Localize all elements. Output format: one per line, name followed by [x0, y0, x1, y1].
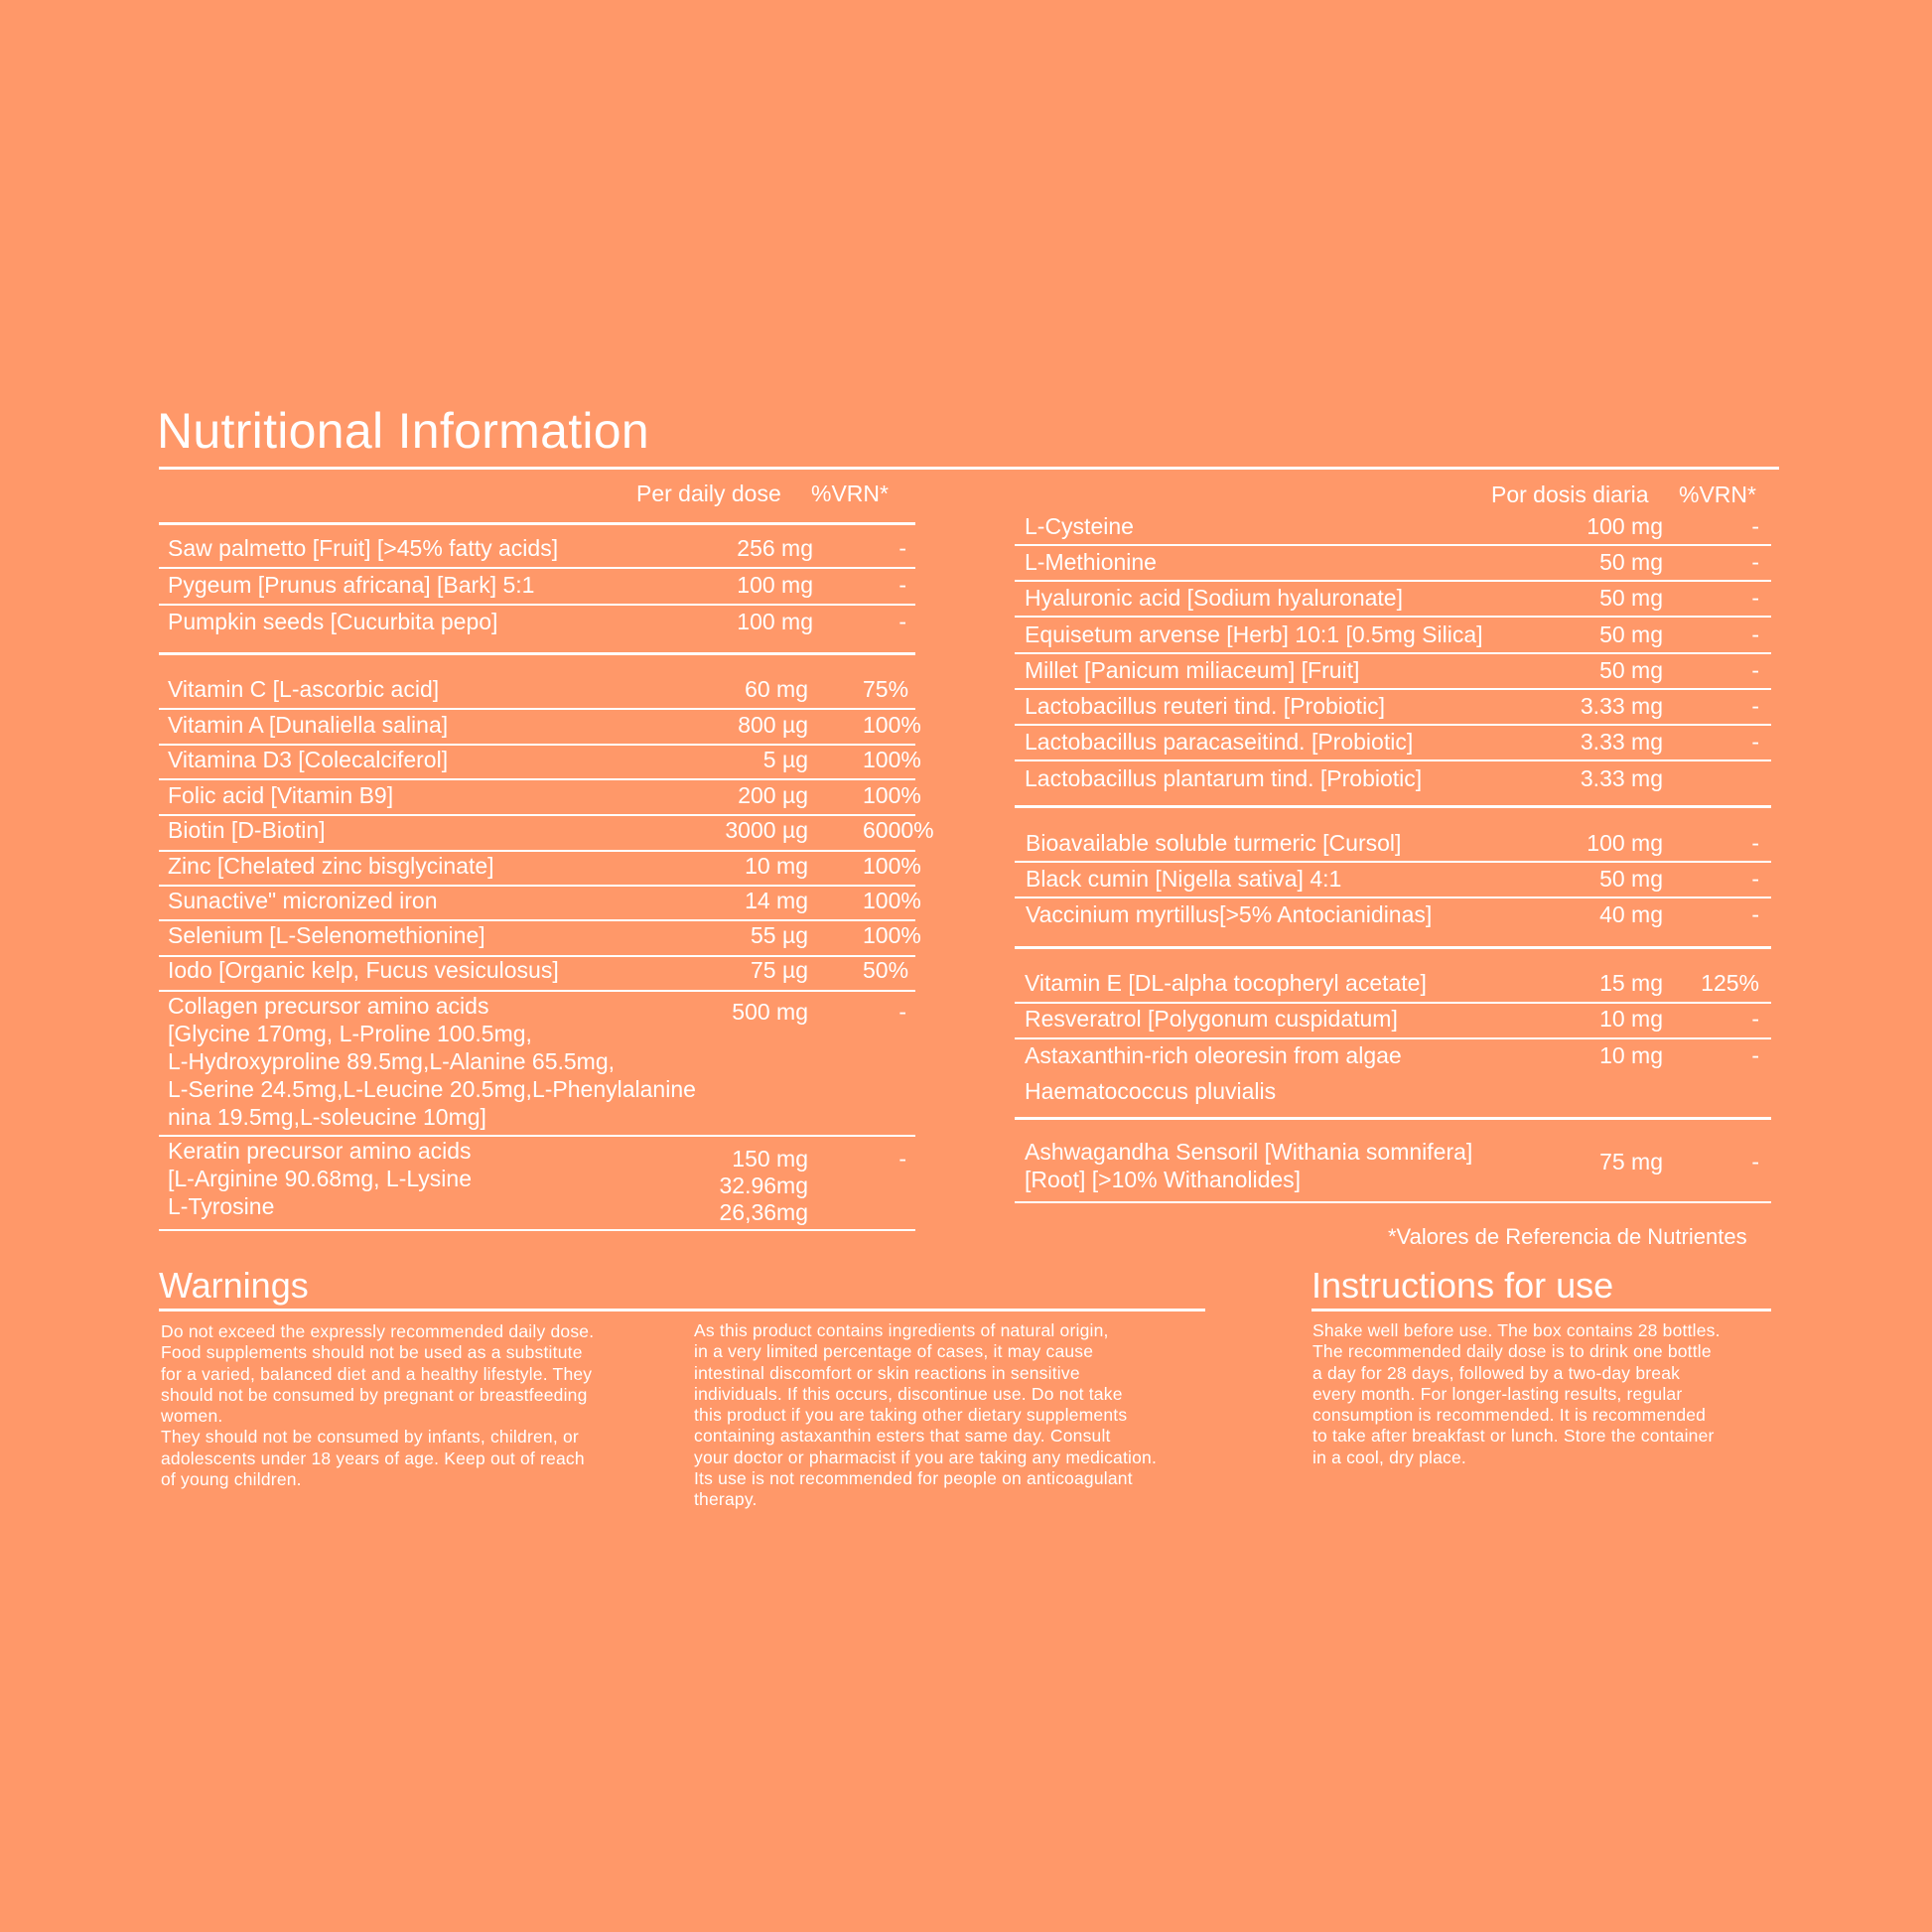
- divider: [159, 652, 915, 655]
- row-vrn: -: [898, 535, 906, 561]
- row-amount: 10 mg: [1599, 1042, 1663, 1068]
- row-amount: 800 µg: [738, 712, 808, 738]
- row-name: Lactobacillus reuteri tind. [Probiotic]: [1025, 693, 1386, 719]
- row-amount: 256 mg: [737, 535, 813, 561]
- row-vrn: -: [1751, 1042, 1759, 1068]
- title-divider: [159, 467, 1779, 470]
- row-amount: 150 mg: [732, 1146, 808, 1172]
- row-name-line: [Root] [>10% Withanolides]: [1025, 1167, 1302, 1192]
- row-vrn: -: [1751, 1006, 1759, 1032]
- row-name: Vitamina D3 [Colecalciferol]: [168, 747, 449, 772]
- row-vrn: 100%: [863, 853, 921, 879]
- row-name: Folic acid [Vitamin B9]: [168, 782, 394, 808]
- row-name: Vaccinium myrtillus[>5% Antocianidinas]: [1026, 901, 1433, 927]
- row-vrn: 50%: [863, 957, 909, 983]
- row-amount: 5 µg: [762, 747, 808, 772]
- warnings-text-2: As this product contains ingredients of natural origin, in a very limited percentage of cases, it may cause intestinal discomfort or skin reactions in sensitive individuals. If this occurs, discontinue use. Do not take this product if you are taking other dietary supplements containing astaxanthin esters that same day. Consult your doctor or pharmacist if you are taking any medication. Its use is not recommended for people on anticoagulant therapy.: [694, 1320, 1158, 1510]
- row-amount: 100 mg: [1587, 830, 1663, 856]
- divider: [1015, 1037, 1771, 1039]
- divider: [1015, 1117, 1771, 1120]
- row-vrn: -: [898, 609, 906, 634]
- row-amount: 50 mg: [1599, 621, 1663, 647]
- row-name: Sunactive" micronized iron: [168, 888, 438, 913]
- divider: [1015, 724, 1771, 726]
- row-vrn: -: [1751, 830, 1759, 856]
- warnings-title: Warnings: [159, 1265, 309, 1306]
- row-name: [168, 1137, 472, 1220]
- row-name: [1025, 1138, 1472, 1193]
- row-vrn: -: [1751, 549, 1759, 575]
- row-amount: 500 mg: [732, 999, 808, 1025]
- row-vrn: 100%: [863, 922, 921, 948]
- table-row-ashwagandha: [1025, 1138, 1759, 1193]
- right-header-vrn: %VRN*: [1679, 482, 1756, 507]
- row-sub-amount: 32.96mg: [719, 1173, 808, 1198]
- table-row-collagen: [168, 992, 906, 1131]
- row-amount: 40 mg: [1599, 901, 1663, 927]
- row-name: [168, 992, 696, 1131]
- table-row-keratin: [168, 1137, 906, 1225]
- footnote: *Valores de Referencia de Nutrientes: [1388, 1224, 1747, 1249]
- row-name: Pumpkin seeds [Cucurbita pepo]: [168, 609, 498, 634]
- divider: [159, 522, 915, 525]
- row-amount: 3000 µg: [725, 817, 808, 843]
- row-name-line: L-Tyrosine: [168, 1193, 275, 1219]
- row-name-line: L-Hydroxyproline 89.5mg,L-Alanine 65.5mg,: [168, 1048, 616, 1074]
- row-name: Vitamin E [DL-alpha tocopheryl acetate]: [1025, 970, 1427, 996]
- row-amount: 15 mg: [1599, 970, 1663, 996]
- row-vrn: -: [1751, 866, 1759, 892]
- row-vrn: -: [1751, 901, 1759, 927]
- row-vrn: -: [898, 1146, 906, 1172]
- divider: [1015, 652, 1771, 654]
- row-amount: 10 mg: [1599, 1006, 1663, 1032]
- row-name: Astaxanthin-rich oleoresin from algae: [1025, 1042, 1402, 1068]
- row-amount: 14 mg: [745, 888, 808, 913]
- divider: [159, 708, 915, 710]
- left-header-dose: Per daily dose: [636, 481, 781, 506]
- warnings-divider: [159, 1309, 1205, 1311]
- row-amount: 75 mg: [1599, 1149, 1663, 1174]
- row-name-line: Keratin precursor amino acids: [168, 1138, 472, 1164]
- row-vrn: 75%: [863, 676, 909, 702]
- row-vrn: 6000%: [863, 817, 934, 843]
- row-amount: 200 µg: [738, 782, 808, 808]
- row-amount: 100 mg: [737, 572, 813, 598]
- row-vrn: -: [1751, 585, 1759, 611]
- row-amount: 3.33 mg: [1580, 693, 1663, 719]
- row-name: Hyaluronic acid [Sodium hyaluronate]: [1025, 585, 1403, 611]
- divider: [159, 778, 915, 780]
- row-name: Zinc [Chelated zinc bisglycinate]: [168, 853, 494, 879]
- row-amount: 50 mg: [1599, 549, 1663, 575]
- row-name: Equisetum arvense [Herb] 10:1 [0.5mg Silica]: [1025, 621, 1483, 647]
- divider: [1015, 688, 1771, 690]
- right-header-dose: Por dosis diaria: [1491, 482, 1649, 507]
- row-name-line: [L-Arginine 90.68mg, L-Lysine: [168, 1166, 472, 1191]
- divider: [1015, 1201, 1771, 1203]
- row-vrn: -: [1751, 729, 1759, 755]
- row-name-line: Collagen precursor amino acids: [168, 993, 489, 1019]
- row-vrn: -: [1751, 657, 1759, 683]
- divider: [1015, 580, 1771, 582]
- row-amount: 55 µg: [750, 922, 808, 948]
- row-name: Lactobacillus plantarum tind. [Probiotic]: [1025, 765, 1423, 791]
- row-name-line: Ashwagandha Sensoril [Withania somnifera]: [1025, 1139, 1473, 1165]
- row-name-line: L-Serine 24.5mg,L-Leucine 20.5mg,L-Phenylalanine: [168, 1076, 696, 1102]
- divider: [1015, 946, 1771, 949]
- warnings-text-1: Do not exceed the expressly recommended daily dose. Food supplements should not be used as a substitute for a varied, balanced diet and a healthy lifestyle. They should not be consumed by pregnant or breastfeeding women. They should not be consumed by infants, children, or adolescents under 18 years of age. Keep out of reach of young children.: [161, 1321, 595, 1490]
- row-amount: 3.33 mg: [1580, 765, 1663, 791]
- page-title: Nutritional Information: [157, 403, 650, 459]
- instructions-divider: [1311, 1309, 1771, 1311]
- row-name: Black cumin [Nigella sativa] 4:1: [1026, 866, 1342, 892]
- instructions-title: Instructions for use: [1311, 1265, 1614, 1306]
- divider: [1015, 544, 1771, 546]
- row-amount: 50 mg: [1599, 866, 1663, 892]
- left-header-vrn: %VRN*: [811, 481, 889, 506]
- row-name: L-Methionine: [1025, 549, 1157, 575]
- row-name: Resveratrol [Polygonum cuspidatum]: [1025, 1006, 1398, 1032]
- divider: [1015, 759, 1771, 761]
- row-vrn: 125%: [1701, 970, 1759, 996]
- row-name: Biotin [D-Biotin]: [168, 817, 326, 843]
- row-name: Vitamin C [L-ascorbic acid]: [168, 676, 440, 702]
- row-name: L-Cysteine: [1025, 513, 1134, 539]
- row-vrn: -: [1751, 513, 1759, 539]
- row-vrn: -: [898, 999, 906, 1025]
- instructions-text: Shake well before use. The box contains 28 bottles. The recommended daily dose is to drink one bottle a day for 28 days, followed by a two-day break every month. For longer-lasting results, regular consumption is recommended. It is recommended to take after breakfast or lunch. Store the container in a cool, dry place.: [1312, 1320, 1721, 1467]
- row-vrn: -: [898, 572, 906, 598]
- row-name: Vitamin A [Dunaliella salina]: [168, 712, 449, 738]
- divider: [1015, 861, 1771, 863]
- row-vrn: -: [1751, 1149, 1759, 1174]
- divider: [1015, 1002, 1771, 1004]
- row-name: Bioavailable soluble turmeric [Cursol]: [1026, 830, 1402, 856]
- row-vrn: -: [1751, 693, 1759, 719]
- row-name-line2: Haematococcus pluvialis: [1025, 1078, 1277, 1104]
- row-vrn: 100%: [863, 747, 921, 772]
- row-vrn: -: [1751, 621, 1759, 647]
- row-amount: 60 mg: [745, 676, 808, 702]
- row-name: Saw palmetto [Fruit] [>45% fatty acids]: [168, 535, 559, 561]
- row-amount: 100 mg: [1587, 513, 1663, 539]
- row-vrn: 100%: [863, 888, 921, 913]
- row-name: Selenium [L-Selenomethionine]: [168, 922, 485, 948]
- row-sub-amount: 26,36mg: [719, 1199, 808, 1225]
- divider: [159, 567, 915, 569]
- row-amount: 10 mg: [745, 853, 808, 879]
- row-name: Pygeum [Prunus africana] [Bark] 5:1: [168, 572, 535, 598]
- row-amount: 100 mg: [737, 609, 813, 634]
- row-name-line: nina 19.5mg,L-soleucine 10mg]: [168, 1104, 486, 1130]
- divider: [1015, 897, 1771, 898]
- row-amount: 50 mg: [1599, 657, 1663, 683]
- row-amount: 3.33 mg: [1580, 729, 1663, 755]
- row-vrn: 100%: [863, 782, 921, 808]
- row-amount: 75 µg: [750, 957, 808, 983]
- divider: [1015, 616, 1771, 618]
- divider: [1015, 805, 1771, 808]
- row-vrn: 100%: [863, 712, 921, 738]
- row-name: Iodo [Organic kelp, Fucus vesiculosus]: [168, 957, 559, 983]
- divider: [159, 1229, 915, 1231]
- row-name: Millet [Panicum miliaceum] [Fruit]: [1025, 657, 1360, 683]
- row-name: Lactobacillus paracaseitind. [Probiotic]: [1025, 729, 1414, 755]
- row-amount: 50 mg: [1599, 585, 1663, 611]
- row-name-line: [Glycine 170mg, L-Proline 100.5mg,: [168, 1021, 532, 1046]
- divider: [159, 604, 915, 606]
